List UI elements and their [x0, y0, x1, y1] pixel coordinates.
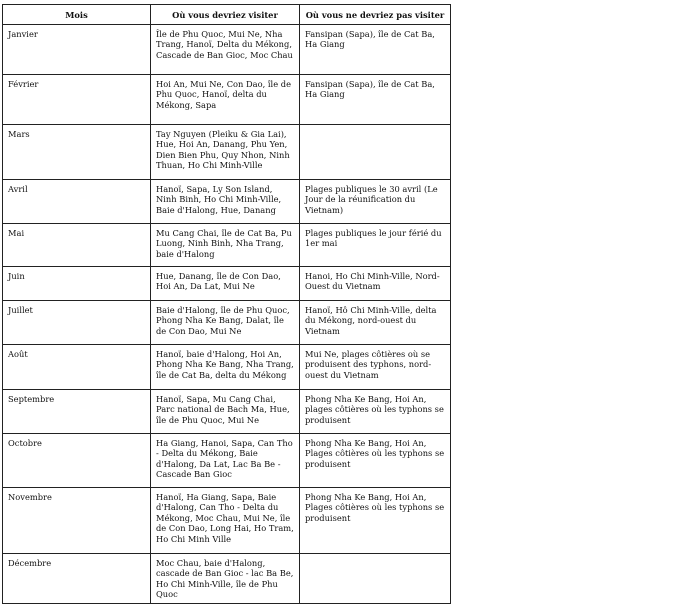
- table-row: [3, 434, 451, 488]
- travel-months-table: [2, 4, 451, 604]
- month-cell: Avril: [3, 180, 151, 224]
- visit-cell: Tay Nguyen (Pleiku & Gia Lai), Hue, Hoi An, Danang, Phu Yen, Dien Bien Phu, Quy Nhon, Ninh Thuan, Ho Chi Minh-Ville: [151, 125, 300, 180]
- visit-cell: Hue, Danang, île de Con Dao, Hoi An, Da Lat, Mui Ne: [151, 267, 300, 301]
- visit-cell: Hanoï, baie d'Halong, Hoi An, Phong Nha Ke Bang, Nha Trang, île de Cat Ba, delta du Mékong: [151, 345, 300, 390]
- table-row: [3, 267, 451, 301]
- month-cell: Novembre: [3, 488, 151, 554]
- header-avoid: Où vous ne devriez pas visiter: [300, 5, 451, 25]
- table-row: [3, 488, 451, 554]
- visit-cell: Mu Cang Chai, île de Cat Ba, Pu Luong, Ninh Binh, Nha Trang, baie d'Halong: [151, 224, 300, 267]
- avoid-cell: Hanoi, Ho Chi Minh-Ville, Nord-Ouest du Vietnam: [300, 267, 451, 301]
- header-month: Mois: [3, 5, 151, 25]
- month-cell: Octobre: [3, 434, 151, 488]
- avoid-cell: Phong Nha Ke Bang, Hoi An, Plages côtières où les typhons se produisent: [300, 488, 451, 554]
- table-row: [3, 345, 451, 390]
- table-row: [3, 554, 451, 604]
- month-cell: Mai: [3, 224, 151, 267]
- avoid-cell: Plages publiques le 30 avril (Le Jour de la réunification du Vietnam): [300, 180, 451, 224]
- table-row: [3, 301, 451, 345]
- month-cell: Septembre: [3, 390, 151, 434]
- table-row: [3, 75, 451, 125]
- visit-cell: Hanoï, Ha Giang, Sapa, Baie d'Halong, Can Tho - Delta du Mékong, Moc Chau, Mui Ne, île de Con Dao, Long Hai, Ho Tram, Ho Chi Minh Ville: [151, 488, 300, 554]
- table-row: [3, 390, 451, 434]
- visit-cell: Ha Giang, Hanoi, Sapa, Can Tho - Delta du Mékong, Baie d'Halong, Da Lat, Lac Ba Be - Cascade Ban Gioc: [151, 434, 300, 488]
- month-cell: Mars: [3, 125, 151, 180]
- avoid-cell: Fansipan (Sapa), île de Cat Ba, Ha Giang: [300, 75, 451, 125]
- table-row: [3, 224, 451, 267]
- month-cell: Juillet: [3, 301, 151, 345]
- visit-cell: Baie d'Halong, île de Phu Quoc, Phong Nha Ke Bang, Dalat, île de Con Dao, Mui Ne: [151, 301, 300, 345]
- month-cell: Juin: [3, 267, 151, 301]
- avoid-cell: Fansipan (Sapa), île de Cat Ba, Ha Giang: [300, 25, 451, 75]
- visit-cell: Hanoï, Sapa, Ly Son Island, Ninh Binh, Ho Chi Minh-Ville, Baie d'Halong, Hue, Danang: [151, 180, 300, 224]
- avoid-cell: Mui Ne, plages côtières où se produisent des typhons, nord-ouest du Vietnam: [300, 345, 451, 390]
- avoid-cell: [300, 554, 451, 604]
- month-cell: Janvier: [3, 25, 151, 75]
- month-cell: Décembre: [3, 554, 151, 604]
- visit-cell: Moc Chau, baie d'Halong, cascade de Ban Gioc - lac Ba Be, Ho Chi Minh-Ville, île de Phu Quoc: [151, 554, 300, 604]
- table-row: [3, 25, 451, 75]
- header-visit: Où vous devriez visiter: [151, 5, 300, 25]
- month-cell: Février: [3, 75, 151, 125]
- table-row: [3, 125, 451, 180]
- avoid-cell: Plages publiques le jour férié du 1er mai: [300, 224, 451, 267]
- visit-cell: Hanoï, Sapa, Mu Cang Chai, Parc national de Bach Ma, Hue, île de Phu Quoc, Mui Ne: [151, 390, 300, 434]
- table-row: [3, 180, 451, 224]
- avoid-cell: Phong Nha Ke Bang, Hoi An, plages côtières où les typhons se produisent: [300, 390, 451, 434]
- month-cell: Août: [3, 345, 151, 390]
- avoid-cell: Hanoï, Hô Chi Minh-Ville, delta du Mékong, nord-ouest du Vietnam: [300, 301, 451, 345]
- visit-cell: Hoi An, Mui Ne, Con Dao, île de Phu Quoc, Hanoï, delta du Mékong, Sapa: [151, 75, 300, 125]
- header-row: [3, 5, 451, 25]
- avoid-cell: Phong Nha Ke Bang, Hoi An, Plages côtières où les typhons se produisent: [300, 434, 451, 488]
- avoid-cell: [300, 125, 451, 180]
- visit-cell: Île de Phu Quoc, Mui Ne, Nha Trang, Hanoï, Delta du Mékong, Cascade de Ban Gioc, Moc Chau: [151, 25, 300, 75]
